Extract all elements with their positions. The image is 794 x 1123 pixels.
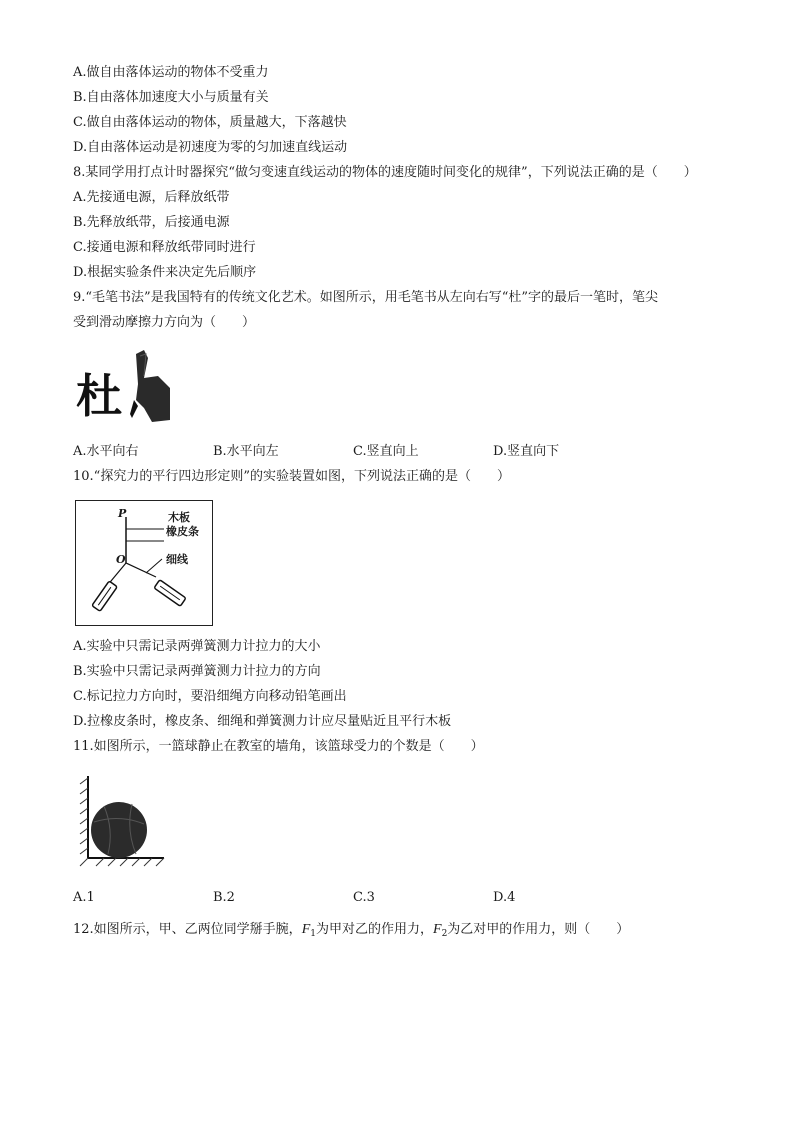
point-o-label: O — [116, 553, 126, 566]
q10-option-a: A.实验中只需记录两弹簧测力计拉力的大小 — [73, 639, 321, 654]
calligraphy-character: 杜 — [76, 369, 122, 423]
q9-option-b: B.水平向左 — [213, 444, 279, 459]
q8-option-b: B.先释放纸带，后接通电源 — [73, 215, 230, 230]
q9-stem-line1: 9.“毛笔书法”是我国特有的传统文化艺术。如图所示，用毛笔书从左向右写“杜”字的最后一笔时，笔尖 — [73, 290, 658, 305]
q8-option-a: A.先接通电源，后释放纸带 — [73, 190, 230, 205]
basketball-corner-figure — [74, 774, 166, 868]
thread-label: 细线 — [166, 553, 188, 566]
q12-prefix: 12.如图所示，甲、乙两位同学掰手腕， — [73, 922, 302, 937]
q7-option-b: B.自由落体加速度大小与质量有关 — [73, 90, 269, 105]
q9-stem-line2: 受到滑动摩擦力方向为（ ） — [73, 315, 256, 330]
q11-option-d: D.4 — [493, 890, 516, 905]
basketball-icon — [74, 774, 166, 868]
q9-option-c: C.竖直向上 — [353, 444, 419, 459]
q12-stem — [73, 921, 629, 943]
q8-stem: 8.某同学用打点计时器探究“做匀变速直线运动的物体的速度随时间变化的规律”，下列说法正确的是（ ） — [73, 165, 697, 180]
apparatus-diagram — [76, 501, 212, 625]
q8-option-c: C.接通电源和释放纸带同时进行 — [73, 240, 256, 255]
q7-option-a: A.做自由落体运动的物体不受重力 — [73, 65, 269, 80]
brush-hand-icon — [74, 348, 174, 430]
force-f2-subscript: 2 — [441, 929, 448, 939]
q11-option-c: C.3 — [353, 890, 375, 905]
rubber-band-label: 橡皮条 — [166, 525, 199, 538]
force-f1-subscript: 1 — [310, 929, 316, 939]
q10-option-d: D.拉橡皮条时，橡皮条、细绳和弹簧测力计应尽量贴近且平行木板 — [73, 714, 452, 729]
q10-option-b: B.实验中只需记录两弹簧测力计拉力的方向 — [73, 664, 321, 679]
board-label: 木板 — [168, 511, 190, 524]
q7-option-d: D.自由落体运动是初速度为零的匀加速直线运动 — [73, 140, 348, 155]
q9-option-d: D.竖直向下 — [493, 444, 560, 459]
q10-stem: 10.“探究力的平行四边形定则”的实验装置如图，下列说法正确的是（ ） — [73, 469, 510, 484]
q12-suffix: 为乙对甲的作用力，则（ ） — [447, 922, 630, 937]
q9-option-a: A.水平向右 — [73, 444, 139, 459]
q8-option-d: D.根据实验条件来决定先后顺序 — [73, 265, 257, 280]
q11-option-b: B.2 — [213, 890, 235, 905]
point-p-label: P — [118, 507, 127, 520]
q11-option-a: A.1 — [73, 890, 95, 905]
q10-option-c: C.标记拉力方向时，要沿细绳方向移动铅笔画出 — [73, 689, 347, 704]
q11-stem: 11.如图所示，一篮球静止在教室的墙角，该篮球受力的个数是（ ） — [73, 739, 484, 754]
force-f1-symbol: F — [301, 922, 311, 937]
calligraphy-figure — [74, 348, 174, 430]
q12-mid: 为甲对乙的作用力， — [315, 922, 433, 937]
force-parallelogram-figure — [75, 500, 213, 626]
force-f2-symbol: F — [433, 922, 442, 937]
q7-option-c: C.做自由落体运动的物体，质量越大，下落越快 — [73, 115, 347, 130]
